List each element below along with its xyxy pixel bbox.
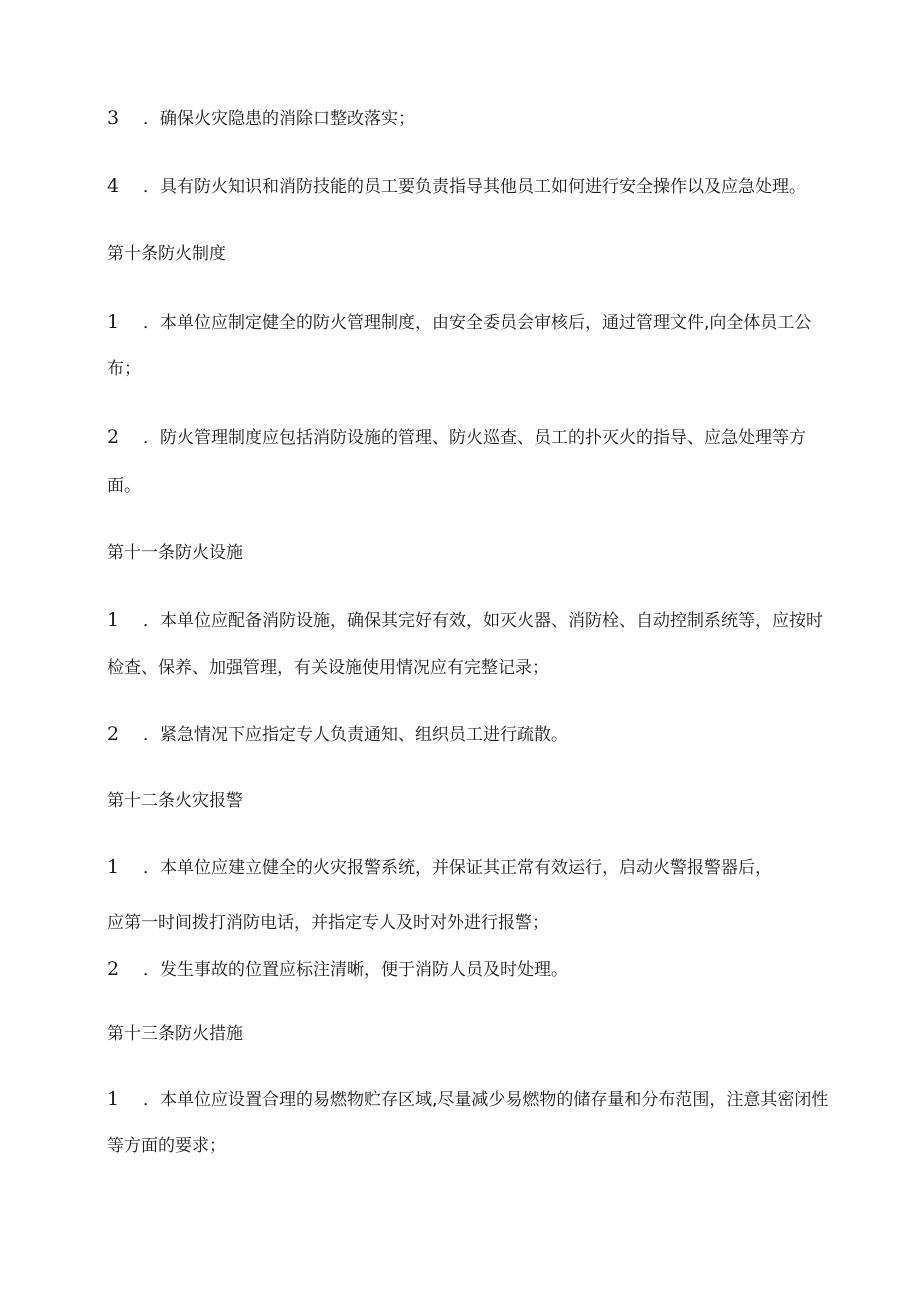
section-heading (107, 790, 243, 812)
item-number: 2 (107, 426, 120, 448)
item-text: ．防火管理制度应包括消防设施的管理、防火巡查、员工的扑灭火的指导、应急处理等方 (143, 428, 806, 448)
section-heading (107, 1023, 243, 1045)
item-number: 2 (107, 958, 120, 980)
item-number: 2 (107, 723, 120, 745)
list-item-4 (107, 175, 806, 198)
item-number: 1 (107, 311, 120, 333)
item-text: ．确保火灾隐患的消除口整改落实； (143, 109, 415, 129)
item-number: 1 (107, 1088, 120, 1110)
list-item-1 (107, 1088, 828, 1111)
list-item-2 (107, 958, 568, 981)
item-text: ．具有防火知识和消防技能的员工要负责指导其他员工如何进行安全操作以及应急处理。 (143, 177, 806, 197)
item-number: 4 (107, 175, 120, 197)
item-text: ．本单位应配备消防设施，确保其完好有效，如灭火器、消防栓、自动控制系统等，应按时 (143, 611, 823, 631)
item-text: ．本单位应设置合理的易燃物贮存区域,尽量减少易燃物的储存量和分布范围，注意其密闭性 (143, 1090, 829, 1110)
item-number: 1 (107, 609, 120, 631)
continuation-line (107, 358, 141, 380)
item-text: 面。 (107, 476, 141, 496)
heading-text: 第十条防火制度 (107, 244, 226, 264)
item-text: ．本单位应建立健全的火灾报警系统，并保证其正常有效运行，启动火警报警器后， (143, 858, 772, 878)
list-item-1 (107, 609, 823, 632)
continuation-line (107, 912, 549, 934)
list-item-1 (107, 856, 772, 879)
continuation-line (107, 1135, 226, 1157)
item-text: ．本单位应制定健全的防火管理制度，由安全委员会审核后，通过管理文件,向全体员工公 (143, 313, 812, 333)
list-item-1 (107, 311, 811, 334)
list-item-2 (107, 723, 568, 746)
continuation-line (107, 657, 549, 679)
item-text: 等方面的要求； (107, 1136, 226, 1156)
item-text: 布； (107, 359, 141, 379)
item-text: ．紧急情况下应指定专人负责通知、组织员工进行疏散。 (143, 725, 568, 745)
item-number: 3 (107, 107, 120, 129)
list-item-2 (107, 426, 806, 449)
section-heading (107, 243, 226, 265)
heading-text: 第十三条防火措施 (107, 1024, 243, 1044)
heading-text: 第十一条防火设施 (107, 543, 243, 563)
item-text: ．发生事故的位置应标注清晰，便于消防人员及时处理。 (143, 960, 568, 980)
list-item-3 (107, 107, 415, 130)
heading-text: 第十二条火灾报警 (107, 791, 243, 811)
continuation-line (107, 475, 141, 497)
section-heading (107, 542, 243, 564)
item-number: 1 (107, 856, 120, 878)
item-text: 应第一时间拨打消防电话，并指定专人及时对外进行报警； (107, 913, 549, 933)
item-text: 检查、保养、加强管理，有关设施使用情况应有完整记录； (107, 658, 549, 678)
